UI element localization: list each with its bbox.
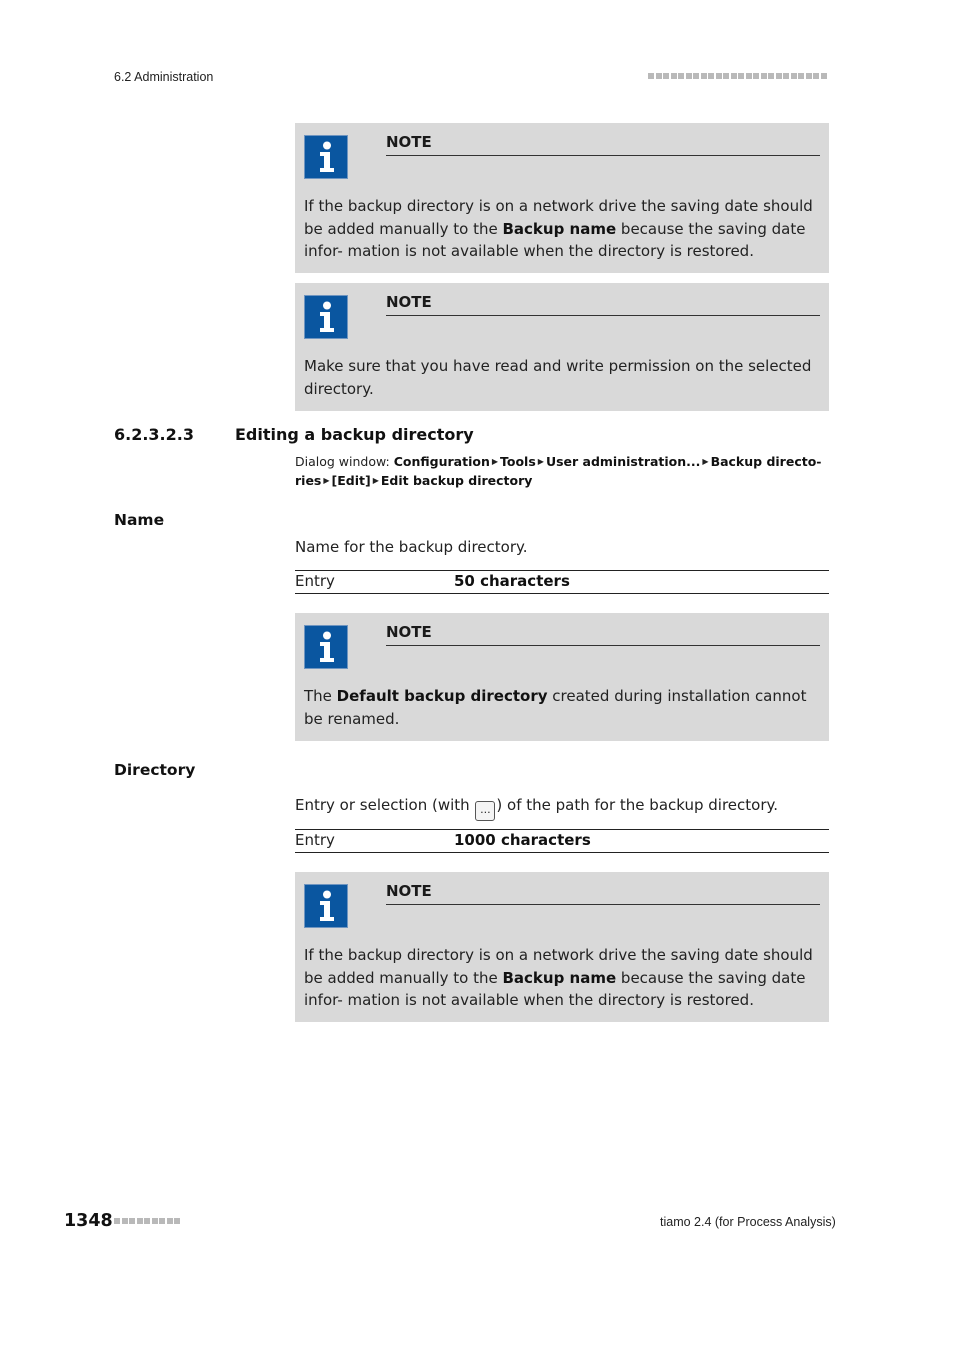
entry-value: 50 characters <box>454 572 570 590</box>
param-directory-entry <box>295 829 829 853</box>
desc-after: ) of the path for the backup directory. <box>496 796 779 814</box>
dialog-path <box>295 452 829 490</box>
param-name-entry <box>295 570 829 594</box>
note-body <box>304 685 815 730</box>
note-title: NOTE <box>386 133 820 156</box>
note-text-segment: because the saving date infor- mation is not available when the directory is restored. <box>304 968 806 1009</box>
note-body <box>304 195 815 263</box>
note-box <box>295 283 829 411</box>
section-title: Editing a backup directory <box>235 425 474 444</box>
note-title: NOTE <box>386 623 820 646</box>
entry-key: Entry <box>295 572 335 590</box>
info-icon <box>304 884 348 928</box>
entry-key: Entry <box>295 831 335 849</box>
note-text-segment: Make sure that you have read and write permission on the selected directory. <box>304 357 812 398</box>
path-arrow-icon: ▶ <box>491 457 498 466</box>
note-text-segment: created during installation cannot be renamed. <box>304 687 807 728</box>
path-arrow-icon: ▶ <box>323 476 330 485</box>
footer-decoration <box>114 1218 180 1224</box>
note-box <box>295 613 829 741</box>
path-arrow-icon: ▶ <box>537 457 544 466</box>
info-icon <box>304 135 348 179</box>
note-text-segment: The <box>304 687 337 705</box>
note-body <box>304 944 815 1012</box>
note-title: NOTE <box>386 882 820 905</box>
note-body <box>304 355 815 400</box>
path-item: User administration... <box>545 454 701 469</box>
entry-value: 1000 characters <box>454 831 591 849</box>
path-item: Edit backup directory <box>380 473 533 488</box>
running-header-section: 6.2 Administration <box>114 70 214 84</box>
header-decoration <box>648 73 827 79</box>
param-name-label: Name <box>114 511 165 529</box>
footer-product: tiamo 2.4 (for Process Analysis) <box>660 1215 836 1229</box>
note-box <box>295 872 829 1022</box>
param-directory-label: Directory <box>114 761 196 779</box>
note-text-segment: Default backup directory <box>336 687 548 705</box>
browse-button-icon: ... <box>475 801 495 821</box>
note-text-segment: If the backup directory is on a network drive the saving date should be added manually to the <box>304 946 813 987</box>
desc-before: Entry or selection (with <box>295 796 475 814</box>
section-number: 6.2.3.2.3 <box>114 425 194 444</box>
info-icon <box>304 295 348 339</box>
note-text-segment: Backup name <box>502 219 617 238</box>
note-box <box>295 123 829 273</box>
path-arrow-icon: ▶ <box>702 457 709 466</box>
note-title: NOTE <box>386 293 820 316</box>
path-item: Backup directo- ries <box>295 454 822 488</box>
param-name-description: Name for the backup directory. <box>295 538 528 556</box>
page-number: 1348 <box>64 1211 113 1231</box>
path-item: Tools <box>500 454 536 469</box>
info-icon <box>304 625 348 669</box>
path-arrow-icon: ▶ <box>372 476 379 485</box>
path-item: Configuration <box>393 454 490 469</box>
note-text-segment: because the saving date infor- mation is not available when the directory is restored. <box>304 219 806 260</box>
note-text-segment: Backup name <box>502 968 617 987</box>
dialog-path-prefix: Dialog window: <box>295 454 394 469</box>
path-item: [Edit] <box>331 473 371 488</box>
param-directory-description <box>295 796 778 821</box>
note-text-segment: If the backup directory is on a network drive the saving date should be added manually to the <box>304 197 813 238</box>
